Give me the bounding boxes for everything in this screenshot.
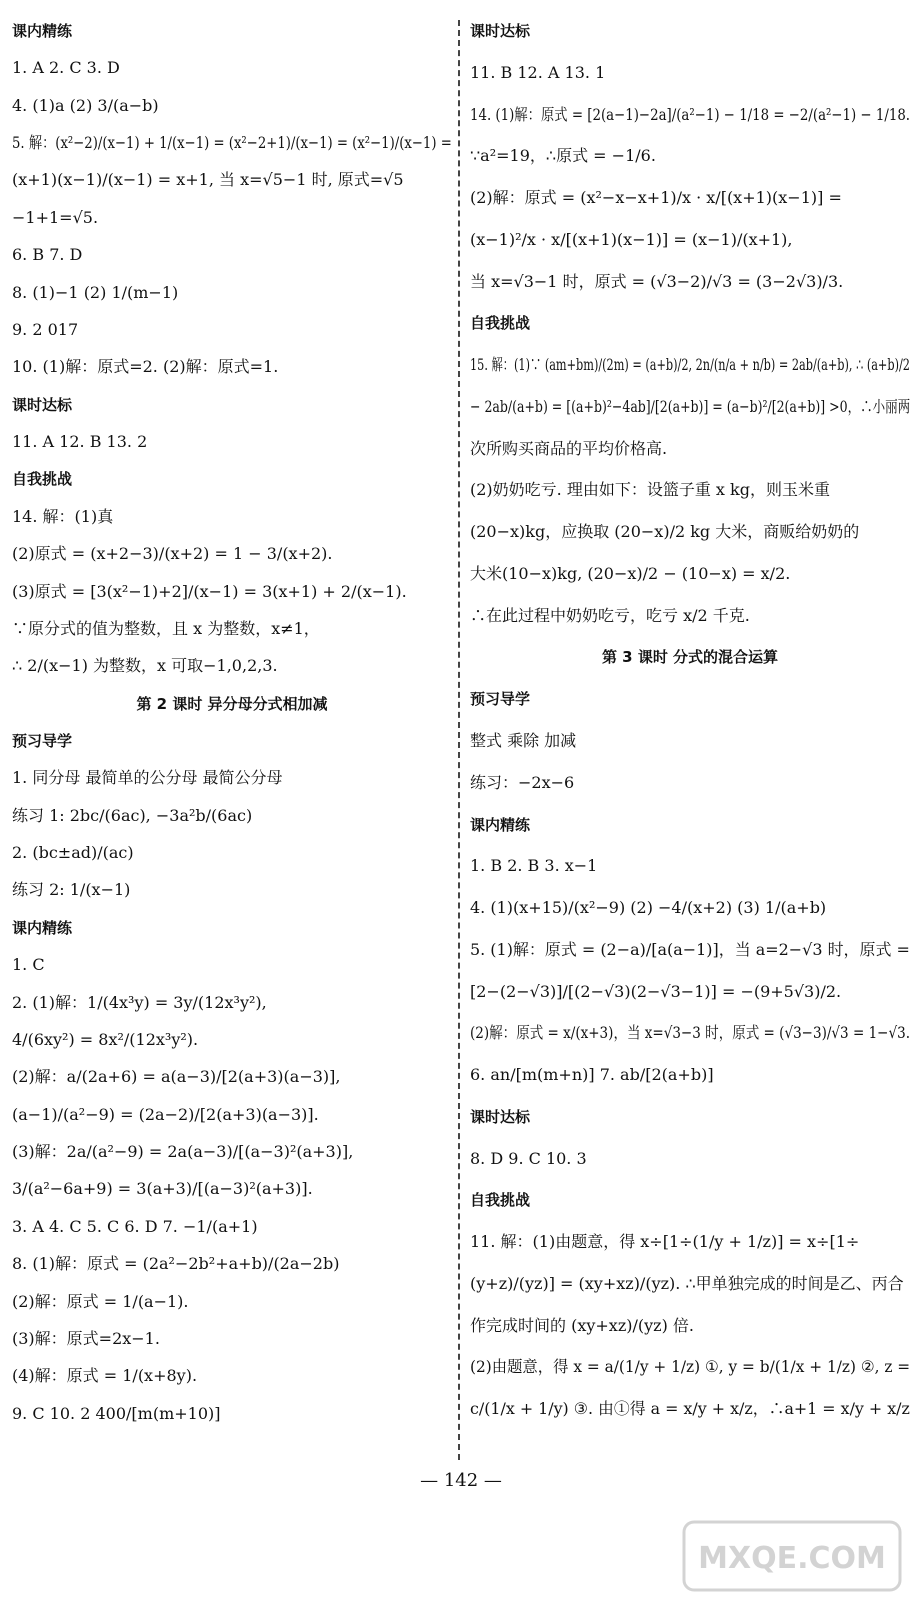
section-heading: 预习导学	[470, 690, 531, 708]
answer-line: 8. (1)解：原式 = (2a²−2b²+a+b)/(2a−2b)	[12, 1254, 340, 1273]
answer-line: 作完成时间的 (xy+xz)/(yz) 倍.	[470, 1316, 695, 1335]
answer-line: 6. B 7. D	[12, 245, 83, 264]
answer-line: 9. C 10. 2 400/[m(m+10)]	[12, 1404, 221, 1423]
answer-line: −1+1=√5.	[12, 208, 99, 227]
answer-line: (2)解：a/(2a+6) = a(a−3)/[2(a+3)(a−3)],	[12, 1067, 341, 1086]
answer-line: 15. 解：(1)∵ (am+bm)/(2m) = (a+b)/2, 2n/(n/a + n/b) = 2ab/(a+b), ∴ (a+b)/2	[470, 355, 910, 374]
answer-line: 6. an/[m(m+n)] 7. ab/[2(a+b)]	[470, 1065, 714, 1084]
answer-line: (20−x)kg，应换取 (20−x)/2 kg 大米，商贩给奶奶的	[470, 522, 860, 541]
answer-line: 当 x=√3−1 时，原式 = (√3−2)/√3 = (3−2√3)/3.	[470, 272, 844, 291]
answer-line: 3/(a²−6a+9) = 3(a+3)/[(a−3)²(a+3)].	[12, 1179, 313, 1198]
section-heading: 课时达标	[470, 22, 531, 40]
answer-line: 4. (1)a (2) 3/(a−b)	[12, 96, 159, 115]
answer-line: (2)原式 = (x+2−3)/(x+2) = 1 − 3/(x+2).	[12, 544, 333, 563]
section-heading: 自我挑战	[470, 314, 531, 332]
answer-line: (3)解：原式=2x−1.	[12, 1329, 160, 1348]
answer-line: 10. (1)解：原式=2. (2)解：原式=1.	[12, 357, 279, 376]
answer-line: (2)解：原式 = (x²−x−x+1)/x · x/[(x+1)(x−1)] =	[470, 188, 842, 207]
answer-line: 4/(6xy²) = 8x²/(12x³y²).	[12, 1030, 199, 1049]
answer-line: ∵a²=19，∴原式 = −1/6.	[470, 146, 656, 165]
section-heading: 课时达标	[12, 396, 73, 414]
answer-line: 1. A 2. C 3. D	[12, 58, 120, 77]
answer-line: (3)原式 = [3(x²−1)+2]/(x−1) = 3(x+1) + 2/(x−1).	[12, 582, 407, 601]
section-heading: 自我挑战	[12, 470, 73, 488]
answer-line: 14. (1)解：原式 = [2(a−1)−2a]/(a²−1) − 1/18 = −2/(a²−1) − 1/18.	[470, 105, 911, 124]
answer-line: ∴在此过程中奶奶吃亏，吃亏 x/2 千克.	[470, 606, 750, 625]
answer-line: 次所购买商品的平均价格高.	[470, 439, 668, 458]
section-heading: 课时达标	[470, 1108, 531, 1126]
answer-line: 大米(10−x)kg, (20−x)/2 − (10−x) = x/2.	[470, 564, 791, 583]
answer-line: (2)解：原式 = x/(x+3)，当 x=√3−3 时，原式 = (√3−3)/√3 = 1−√3.	[470, 1023, 911, 1042]
section-heading: 课内精练	[470, 816, 531, 834]
answer-line: 练习 2: 1/(x−1)	[12, 880, 131, 899]
answer-line: c/(1/x + 1/y) ③. 由①得 a = x/y + x/z，∴a+1 = x/y + x/z	[470, 1399, 910, 1418]
answer-line: 14. 解：(1)真	[12, 507, 114, 526]
answer-line: 2. (bc±ad)/(ac)	[12, 843, 134, 862]
answer-line: (2)奶奶吃亏. 理由如下：设篮子重 x kg，则玉米重	[470, 480, 830, 499]
answer-line: (2)解：原式 = 1/(a−1).	[12, 1292, 189, 1311]
answer-line: 1. C	[12, 955, 45, 974]
answer-line: (x+1)(x−1)/(x−1) = x+1, 当 x=√5−1 时, 原式=√5	[12, 170, 404, 189]
answer-line: 3. A 4. C 5. C 6. D 7. −1/(a+1)	[12, 1217, 258, 1236]
answer-line: (x−1)²/x · x/[(x+1)(x−1)] = (x−1)/(x+1),	[470, 230, 793, 249]
answer-line: 11. A 12. B 13. 2	[12, 432, 148, 451]
answer-line: (2)由题意，得 x = a/(1/y + 1/z) ①, y = b/(1/x + 1/z) ②, z =	[470, 1357, 911, 1376]
answer-line: 1. B 2. B 3. x−1	[470, 856, 598, 875]
answer-line: 4. (1)(x+15)/(x²−9) (2) −4/(x+2) (3) 1/(a+b)	[470, 898, 827, 917]
answer-line: 练习：−2x−6	[470, 773, 575, 792]
answer-line: 整式 乘除 加减	[470, 731, 577, 750]
section-heading: 预习导学	[12, 732, 73, 750]
answer-line: 8. D 9. C 10. 3	[470, 1149, 587, 1168]
answer-line: 11. 解：(1)由题意，得 x÷[1÷(1/y + 1/z)] = x÷[1÷	[470, 1232, 860, 1251]
lesson-title: 第 2 课时 异分母分式相加减	[136, 695, 328, 713]
answer-line: ∴ 2/(x−1) 为整数，x 可取−1,0,2,3.	[12, 656, 278, 675]
section-heading: 自我挑战	[470, 1191, 531, 1209]
answer-line: (a−1)/(a²−9) = (2a−2)/[2(a+3)(a−3)].	[12, 1105, 319, 1124]
watermark-logo	[682, 1520, 902, 1592]
answer-line: − 2ab/(a+b) = [(a+b)²−4ab]/[2(a+b)] = (a−b)²/[2(a+b)] >0，∴小丽两	[470, 397, 911, 416]
section-heading: 课内精练	[12, 919, 73, 937]
lesson-title: 第 3 课时 分式的混合运算	[601, 648, 779, 666]
answer-line: 5. (1)解：原式 = (2−a)/[a(a−1)]，当 a=2−√3 时，原式 =	[470, 940, 910, 959]
page-number: — 142 —	[420, 1470, 502, 1491]
answer-line: 1. 同分母 最简单的公分母 最简公分母	[12, 768, 283, 787]
answer-line: 5. 解：(x²−2)/(x−1) + 1/(x−1) = (x²−2+1)/(x−1) = (x²−1)/(x−1) =	[12, 133, 452, 152]
answer-line: 2. (1)解：1/(4x³y) = 3y/(12x³y²),	[12, 993, 267, 1012]
answer-line: 8. (1)−1 (2) 1/(m−1)	[12, 283, 179, 302]
answer-line: 9. 2 017	[12, 320, 79, 339]
answer-line: 练习 1: 2bc/(6ac), −3a²b/(6ac)	[12, 806, 253, 825]
answer-line: 11. B 12. A 13. 1	[470, 63, 606, 82]
answer-line: ∵原分式的值为整数，且 x 为整数，x≠1，	[12, 619, 320, 638]
watermark-text: MXQE.COM	[698, 1541, 886, 1576]
answer-line: (3)解：2a/(a²−9) = 2a(a−3)/[(a−3)²(a+3)],	[12, 1142, 354, 1161]
answer-line: (4)解：原式 = 1/(x+8y).	[12, 1366, 198, 1385]
answer-line: (y+z)/(yz)] = (xy+xz)/(yz). ∴甲单独完成的时间是乙、丙合	[470, 1274, 904, 1293]
section-heading: 课内精练	[12, 22, 73, 40]
column-divider	[458, 20, 460, 1460]
answer-line: [2−(2−√3)]/[(2−√3)(2−√3−1)] = −(9+5√3)/2.	[470, 982, 842, 1001]
